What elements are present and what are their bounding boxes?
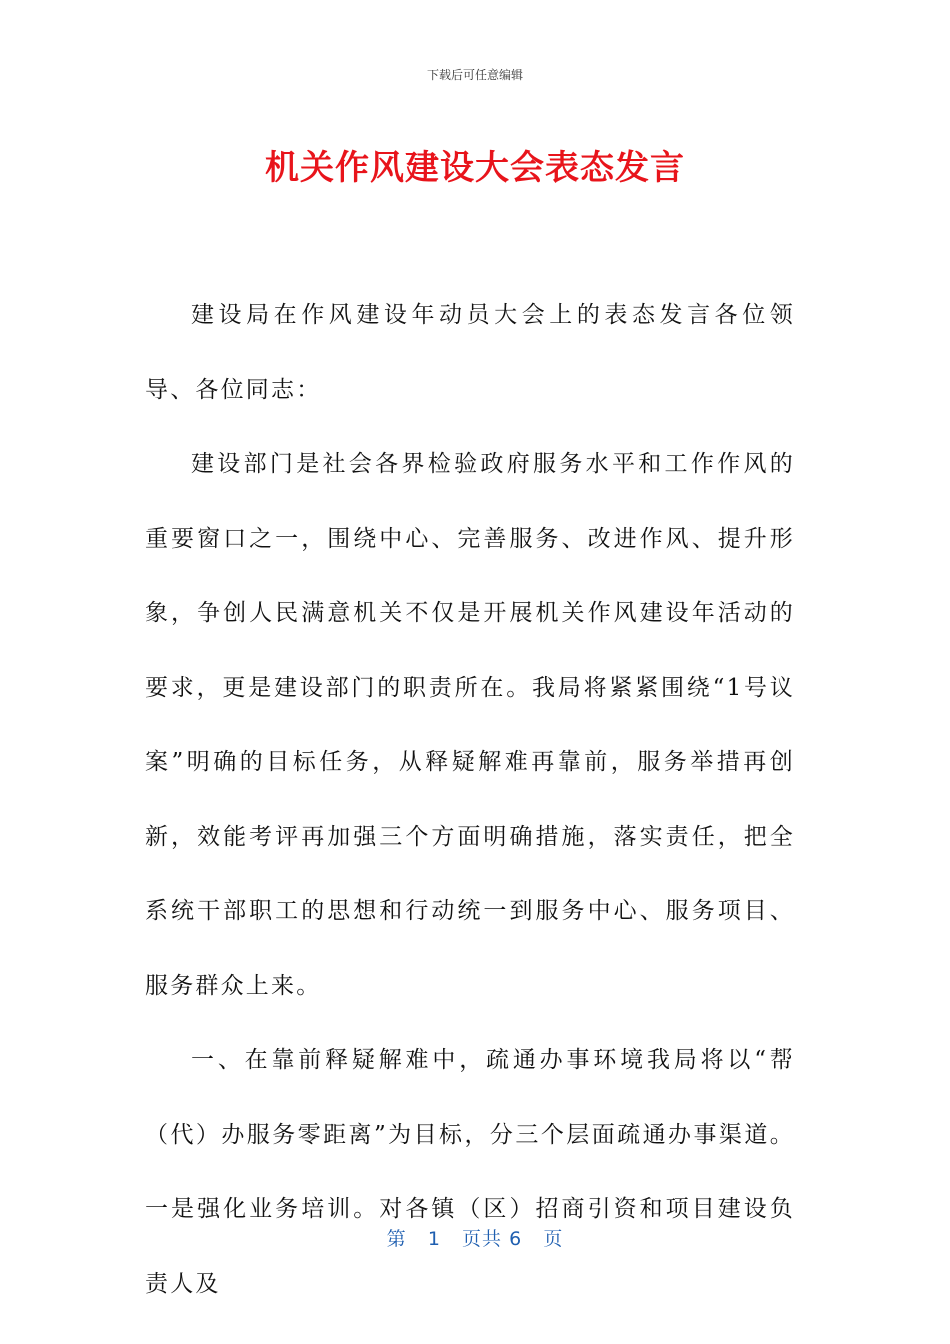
footer-current-page: 1 [427, 1228, 441, 1250]
document-body [145, 278, 795, 1321]
paragraph-section-one: 一、在靠前释疑解难中，疏通办事环境我局将以“帮（代）办服务零距离”为目标，分三个层面疏通办事渠道。一是强化业务培训。对各镇（区）招商引资和项目建设负责人及 [145, 1047, 795, 1297]
footer-prefix: 第 [386, 1228, 407, 1250]
header-note: 下载后可任意编辑 [426, 68, 523, 82]
paragraph-salutation: 建设局在作风建设年动员大会上的表态发言各位领导、各位同志： [145, 302, 795, 403]
footer-total-pages: 6 [509, 1228, 523, 1250]
paragraph-intro: 建设部门是社会各界检验政府服务水平和工作作风的重要窗口之一，围绕中心、完善服务、改进作风、提升形象，争创人民满意机关不仅是开展机关作风建设年活动的要求，更是建设部门的职责所在。我局将紧紧围绕“1号议案”明确的目标任务，从释疑解难再靠前，服务举措再创新，效能考评再加强三个方面明确措施，落实责任，把全系统干部职工的思想和行动统一到服务中心、服务项目、服务群众上来。 [145, 451, 795, 999]
page-footer [0, 1224, 950, 1251]
document-title: 机关作风建设大会表态发言 [265, 148, 685, 188]
footer-middle: 页共 [462, 1228, 503, 1250]
footer-suffix: 页 [543, 1228, 564, 1250]
